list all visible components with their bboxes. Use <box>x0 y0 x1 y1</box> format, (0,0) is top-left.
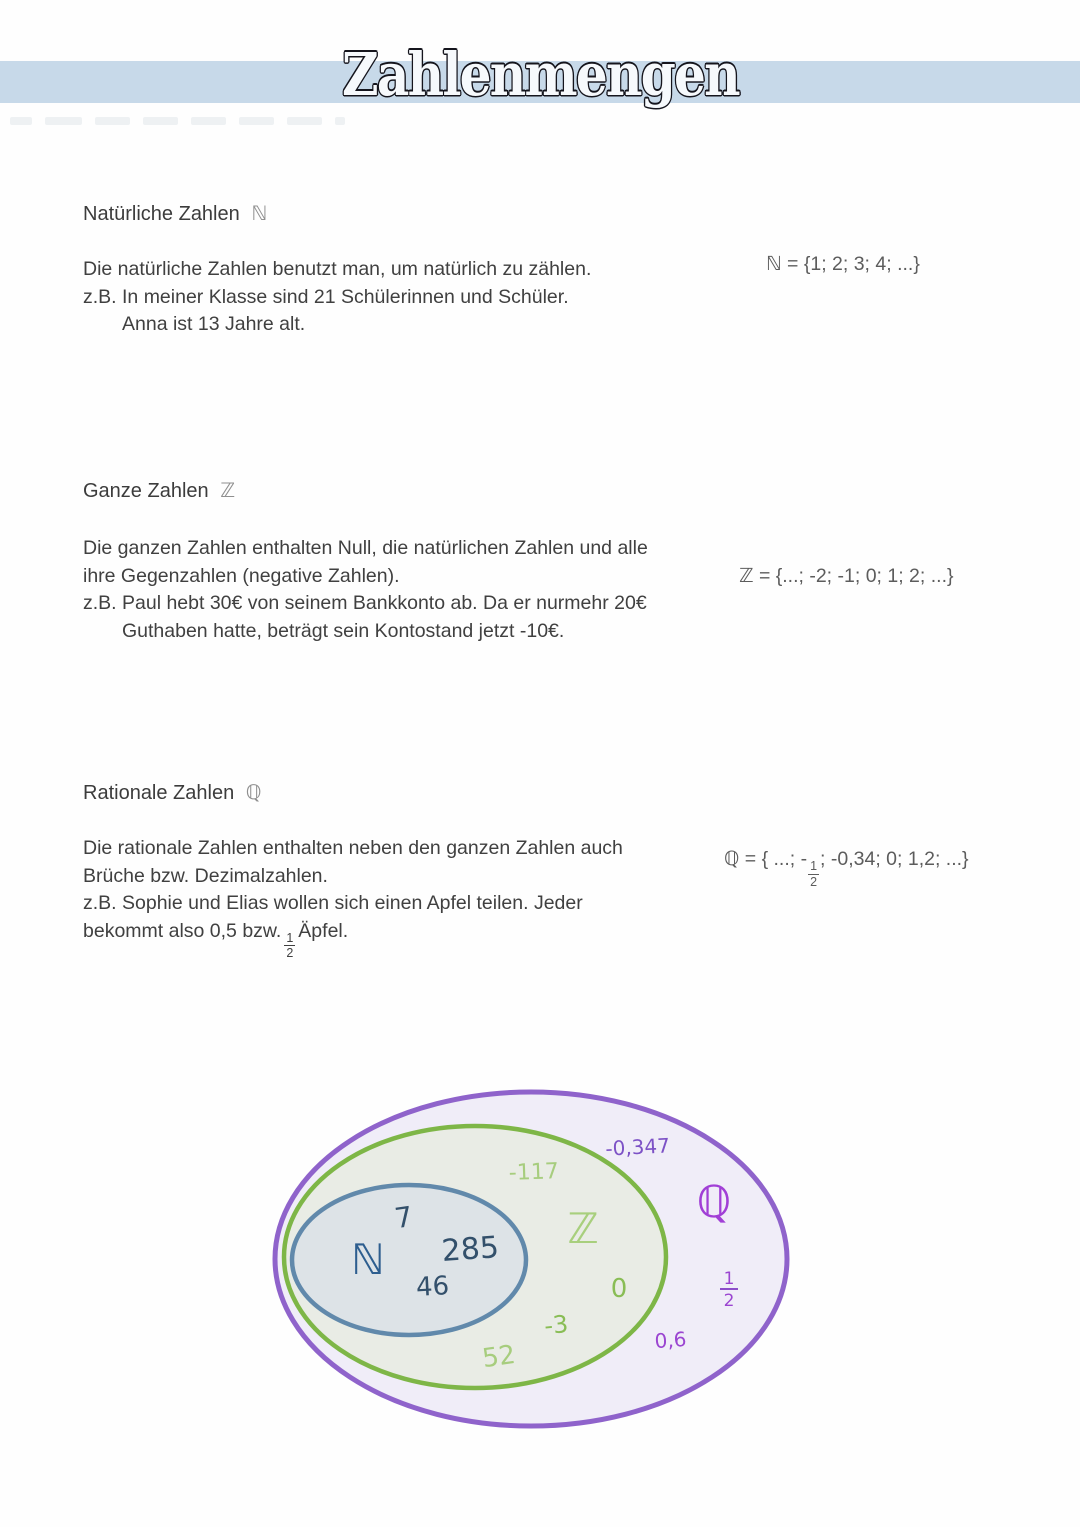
body-line: Anna ist 13 Jahre alt. <box>122 313 306 335</box>
section-rational-numbers <box>83 780 683 960</box>
body-line: z.B. Paul hebt 30€ von seinem Bankkonto ab. Da er nurmehr 20€ <box>83 592 647 614</box>
svg-text:2: 2 <box>723 1291 735 1311</box>
set-symbol-N: ℕ <box>251 201 268 225</box>
body-line: Die natürliche Zahlen benutzt man, um natürlich zu zählen. <box>83 258 592 280</box>
body-line: z.B. In meiner Klasse sind 21 Schülerinnen und Schüler. <box>83 285 569 308</box>
section-heading-text: Natürliche Zahlen <box>83 203 240 225</box>
diagram-label-Q: ℚ <box>696 1177 732 1228</box>
diagram-number-0: 0 <box>610 1274 628 1304</box>
section-body <box>83 535 683 645</box>
body-line: Die rationale Zahlen enthalten neben den ganzen Zahlen auch <box>83 837 623 859</box>
fraction-one-half: $\frac{1}{2}$ <box>810 859 818 889</box>
diagram-label-N: ℕ <box>351 1235 385 1284</box>
set-notation-Z: ℤ = {...; -2; -1; 0; 1; 2; ...} <box>739 565 954 587</box>
body-line: Die ganzen Zahlen enthalten Null, die natürlichen Zahlen und alle <box>83 537 648 559</box>
diagram-label-Z: ℤ <box>567 1204 599 1253</box>
set-notation-Q: ℚ = { ...; - $\frac{1}{2}$ ; -0,34; 0; 1,2; ...} <box>724 848 969 889</box>
section-heading <box>83 201 683 226</box>
section-natural-numbers <box>83 201 683 335</box>
section-heading-text: Rationale Zahlen <box>83 782 235 804</box>
page-title-wrap <box>0 39 1080 119</box>
diagram-number-52: 52 <box>480 1339 518 1375</box>
diagram-number-neg3: -3 <box>542 1309 570 1341</box>
diagram-number-neg117: -117 <box>508 1159 560 1186</box>
set-notation-N: ℕ = {1; 2; 3; 4; ...} <box>766 253 920 275</box>
fraction-one-half: $\frac{1}{2}$ <box>286 930 294 960</box>
diagram-number-285: 285 <box>440 1230 501 1269</box>
svg-text:1: 1 <box>723 1269 735 1289</box>
body-line-fraction: bekommt also 0,5 bzw. $\frac{1}{2}$ Äpfel. <box>83 919 349 960</box>
diagram-number-neg0347: -0,347 <box>604 1133 671 1161</box>
page-title: Zahlenmengen <box>341 39 739 110</box>
section-integers <box>83 478 683 642</box>
set-symbol-Q: ℚ <box>245 780 262 804</box>
section-heading <box>83 478 683 503</box>
venn-diagram <box>265 1085 795 1465</box>
section-heading-text: Ganze Zahlen <box>83 480 209 502</box>
set-symbol-Z: ℤ <box>220 478 236 502</box>
section-heading <box>83 780 683 805</box>
body-line: ihre Gegenzahlen (negative Zahlen). <box>83 564 400 587</box>
body-line: Brüche bzw. Dezimalzahlen. <box>83 864 328 887</box>
body-line: z.B. Sophie und Elias wollen sich einen Apfel teilen. Jeder <box>83 892 583 914</box>
diagram-number-46: 46 <box>415 1271 450 1303</box>
body-line: Guthaben hatte, beträgt sein Kontostand jetzt -10€. <box>122 619 565 642</box>
diagram-number-06: 0,6 <box>653 1326 688 1354</box>
section-body <box>83 835 683 960</box>
diagram-number-7: 7 <box>392 1200 415 1236</box>
faint-watermark <box>10 117 345 125</box>
section-body <box>83 256 683 339</box>
